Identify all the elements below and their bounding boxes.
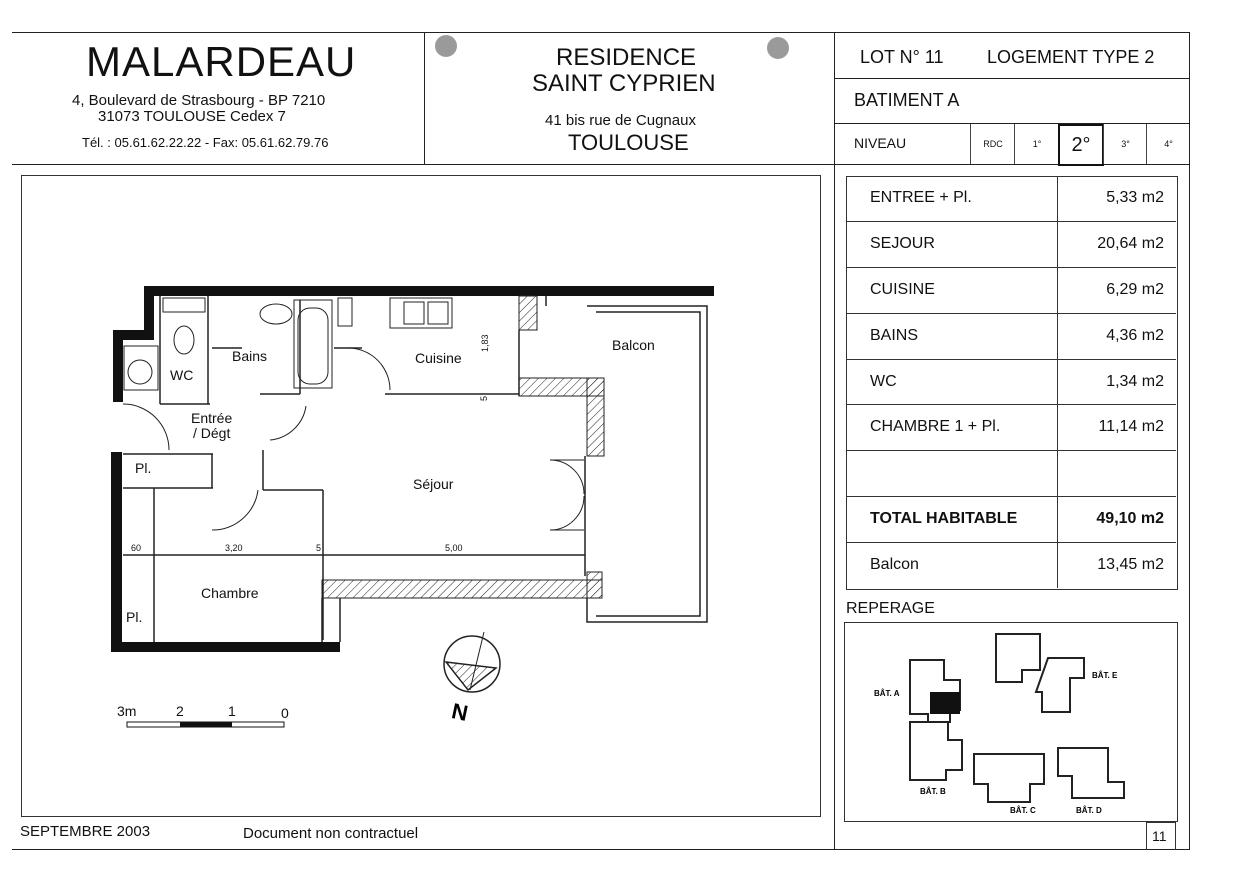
residence-title-2: SAINT CYPRIEN — [532, 70, 716, 97]
dimension-320: 3,20 — [225, 543, 243, 553]
lot-number: LOT N° 11 — [860, 47, 944, 67]
balcony-row — [846, 542, 1176, 588]
surface-area: 4,36 m2 — [1106, 327, 1164, 344]
room-label-balcon: Balcon — [612, 337, 655, 353]
residence-street: 41 bis rue de Cugnaux — [545, 112, 696, 129]
surface-area: 5,33 m2 — [1106, 189, 1164, 206]
surface-room: ENTREE + Pl. — [870, 189, 972, 206]
site-label-b: BÂT. B — [920, 787, 946, 796]
residence-city: TOULOUSE — [568, 130, 689, 155]
scale-bar — [117, 703, 289, 727]
level-1: 1° — [1014, 124, 1059, 164]
company-address-2: 31073 TOULOUSE Cedex 7 — [98, 108, 286, 125]
company-name: MALARDEAU — [86, 38, 357, 85]
level-rdc: RDC — [970, 124, 1015, 164]
level-3: 3° — [1103, 124, 1147, 164]
lot-building: BATIMENT A — [854, 90, 960, 110]
surface-room: WC — [870, 373, 897, 390]
frame-divider-2 — [834, 32, 835, 850]
surface-area: 20,64 m2 — [1097, 235, 1164, 252]
scale-label: 3m — [117, 703, 137, 719]
dimension-500: 5,00 — [445, 543, 463, 553]
lot-divider-3 — [834, 164, 1190, 165]
dimension-183: 1,83 — [480, 334, 490, 352]
site-label-a: BÂT. A — [874, 689, 900, 698]
north-label: N — [449, 698, 471, 726]
reperage-title: REPERAGE — [846, 600, 935, 617]
surface-row — [846, 359, 1176, 405]
surface-row — [846, 176, 1176, 221]
surface-row — [846, 404, 1176, 450]
dimension-60: 60 — [131, 543, 142, 553]
residence-title-1: RESIDENCE — [556, 44, 697, 71]
total-row — [846, 496, 1176, 542]
page-number: 11 — [1152, 828, 1167, 844]
surface-room: BAINS — [870, 327, 919, 344]
surface-area: 1,34 m2 — [1106, 373, 1164, 390]
frame-bottom — [12, 849, 1190, 850]
compass-icon — [444, 632, 500, 726]
balcony-label: Balcon — [870, 556, 919, 573]
level-2-selected: 2° — [1058, 124, 1104, 166]
site-label-e: BÂT. E — [1092, 671, 1118, 680]
room-label-cuisine: Cuisine — [415, 350, 462, 366]
lot-type: LOGEMENT TYPE 2 — [987, 47, 1155, 67]
room-label-bains: Bains — [232, 348, 268, 364]
surface-room: CUISINE — [870, 281, 935, 298]
room-label-sejour: Séjour — [413, 476, 454, 492]
surface-row-empty — [846, 450, 1176, 496]
footer-disclaimer: Document non contractuel — [243, 825, 419, 842]
site-plan — [844, 622, 1176, 820]
balcony-area: 13,45 m2 — [1097, 556, 1164, 573]
footer-date: SEPTEMBRE 2003 — [20, 823, 151, 840]
surface-row — [846, 313, 1176, 359]
site-label-c: BÂT. C — [1010, 806, 1036, 815]
room-label-chambre: Chambre — [201, 585, 259, 601]
room-label-entree: Entrée — [191, 410, 233, 426]
scale-label: 1 — [228, 703, 236, 719]
total-area: 49,10 m2 — [1096, 510, 1164, 527]
company-address-1: 4, Boulevard de Strasbourg - BP 7210 — [72, 92, 326, 109]
surface-row — [846, 267, 1176, 313]
scale-label: 0 — [281, 705, 289, 721]
scale-label: 2 — [176, 703, 184, 719]
level-4: 4° — [1146, 124, 1190, 164]
dimension-5: 5 — [316, 543, 322, 553]
room-label-placard-2: Pl. — [126, 609, 143, 625]
room-label-placard-1: Pl. — [135, 460, 152, 476]
niveau-label: NIVEAU — [854, 135, 907, 151]
room-label-degt: / Dégt — [193, 425, 231, 441]
surface-room: CHAMBRE 1 + Pl. — [870, 418, 1001, 435]
surface-area: 6,29 m2 — [1106, 281, 1164, 298]
total-label: TOTAL HABITABLE — [870, 510, 1018, 527]
lot-divider-1 — [834, 78, 1190, 79]
surface-row — [846, 221, 1176, 267]
company-phone: Tél. : 05.61.62.22.22 - Fax: 05.61.62.79.76 — [82, 135, 329, 150]
site-label-d: BÂT. D — [1076, 806, 1102, 815]
surface-area: 11,14 m2 — [1098, 418, 1164, 435]
room-label-wc: WC — [170, 367, 194, 383]
surface-room: SEJOUR — [870, 235, 935, 252]
dimension-5-vertical: 5 — [479, 395, 489, 401]
